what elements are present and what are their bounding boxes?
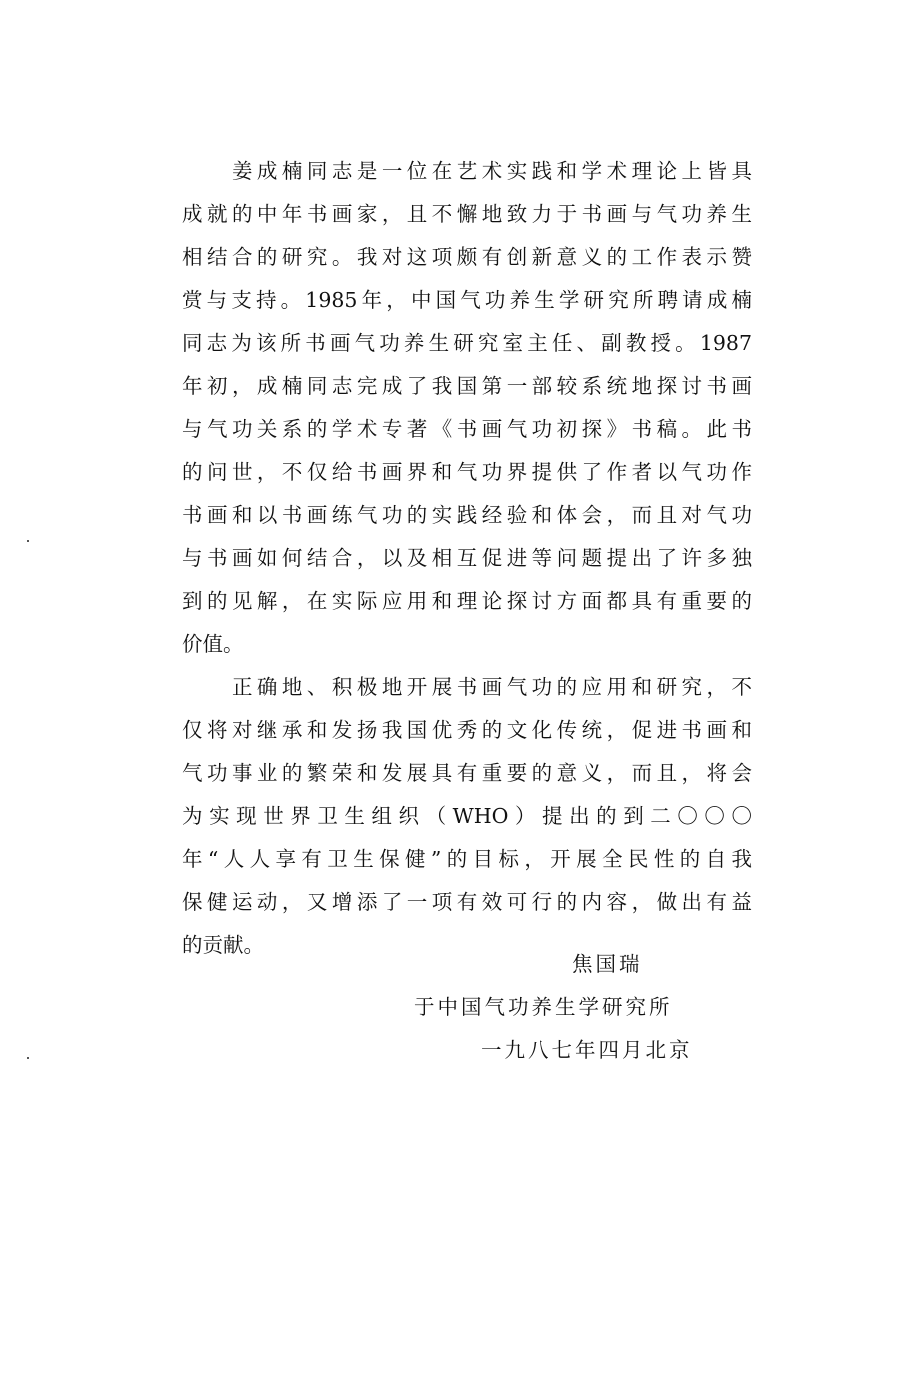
- text-line: 同志为该所书画气功养生研究室主任、副教授。1987: [182, 331, 752, 355]
- text-line: 年初，成楠同志完成了我国第一部较系统地探讨书画: [182, 374, 752, 398]
- text-line: 与书画如何结合，以及相互促进等问题提出了许多独: [182, 546, 752, 570]
- text-line: 相结合的研究。我对这项颇有创新意义的工作表示赞: [182, 245, 752, 269]
- signature-date: 一九八七年四月北京: [481, 1038, 693, 1062]
- signature-organization: 于中国气功养生学研究所: [414, 995, 673, 1019]
- paragraph-2: [182, 666, 752, 967]
- paragraph-1: [182, 150, 752, 666]
- scan-speck: [27, 540, 29, 542]
- text-line: 赏与支持。1985年，中国气功养生学研究所聘请成楠: [182, 288, 752, 312]
- text-line: 书画和以书画练气功的实践经验和体会，而且对气功: [182, 503, 752, 527]
- signature-name: 焦国瑞: [572, 952, 643, 976]
- text-line: 姜成楠同志是一位在艺术实践和学术理论上皆具: [182, 159, 752, 183]
- scan-speck: [27, 1057, 29, 1059]
- text-line: 到的见解，在实际应用和理论探讨方面都具有重要的: [182, 589, 752, 613]
- text-line: 与气功关系的学术专著《书画气功初探》书稿。此书: [182, 417, 752, 441]
- text-line: 的贡献。: [182, 933, 264, 957]
- text-line: 保健运动，又增添了一项有效可行的内容，做出有益: [182, 890, 752, 914]
- text-line: 正确地、积极地开展书画气功的应用和研究，不: [182, 675, 752, 699]
- text-line: 成就的中年书画家，且不懈地致力于书画与气功养生: [182, 202, 752, 226]
- body-text: [182, 150, 752, 967]
- text-line: 的问世，不仅给书画界和气功界提供了作者以气功作: [182, 460, 752, 484]
- text-line: 仅将对继承和发扬我国优秀的文化传统，促进书画和: [182, 718, 752, 742]
- text-line: 为实现世界卫生组织（WHO）提出的到二〇〇〇: [182, 804, 752, 828]
- text-line: 气功事业的繁荣和发展具有重要的意义，而且，将会: [182, 761, 752, 785]
- text-line: 年“人人享有卫生保健”的目标，开展全民性的自我: [182, 847, 752, 871]
- text-line: 价值。: [182, 632, 244, 656]
